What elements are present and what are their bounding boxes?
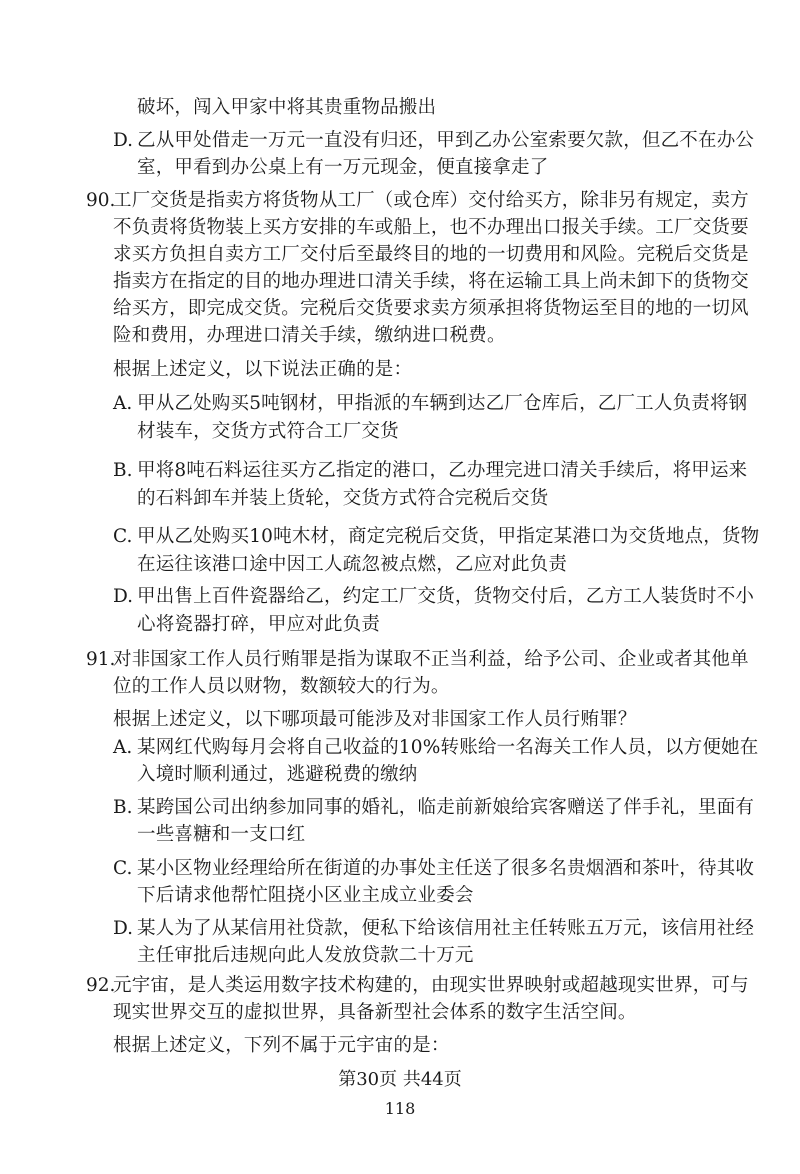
question-number: 91. <box>86 649 116 670</box>
question-stem-line: 元宇宙，是人类运用数字技术构建的，由现实世界映射或超越现实世界，可与 <box>113 975 749 996</box>
question-stem-line: 求买方负担自卖方工厂交付后至最终目的地的一切费用和风险。完税后交货是 <box>113 244 749 265</box>
option-line: 某跨国公司出纳参加同事的婚礼，临走前新娘给宾客赠送了伴手礼，里面有 <box>137 797 755 818</box>
option-line: 一些喜糖和一支口红 <box>137 824 306 845</box>
option-line: 某人为了从某信用社贷款，便私下给该信用社主任转账五万元，该信用社经 <box>137 918 755 939</box>
question-stem-line: 指卖方在指定的目的地办理进口清关手续，将在运输工具上尚未卸下的货物交 <box>113 271 749 292</box>
option-line: 主任审批后违规向此人发放贷款二十万元 <box>137 945 474 966</box>
prev-option-d-letter: D. <box>113 130 134 151</box>
option-letter: B. <box>113 797 133 818</box>
option-letter: C. <box>113 858 133 879</box>
question-prompt: 根据上述定义，下列不属于元宇宙的是： <box>113 1035 450 1056</box>
option-line: 某网红代购每月会将自己收益的10%转账给一名海关工作人员，以方便她在 <box>137 737 759 758</box>
option-line: 的石料卸车并装上货轮，交货方式符合完税后交货 <box>137 488 549 509</box>
question-stem-line: 对非国家工作人员行贿罪是指为谋取不正当利益，给予公司、企业或者其他单 <box>113 649 749 670</box>
question-stem-line: 险和费用，办理进口清关手续，缴纳进口税费。 <box>113 325 506 346</box>
option-line: 甲从乙处购买5吨钢材，甲指派的车辆到达乙厂仓库后，乙厂工人负责将钢 <box>137 393 748 414</box>
question-stem-line: 工厂交货是指卖方将货物从工厂（或仓库）交付给买方，除非另有规定，卖方 <box>113 190 749 211</box>
question-number: 90. <box>86 190 116 211</box>
prev-option-tail-line: 破坏，闯入甲家中将其贵重物品搬出 <box>137 97 437 118</box>
page-count-label: 第30页 共44页 <box>338 1069 462 1090</box>
question-stem-line: 不负责将货物装上买方安排的车或船上，也不办理出口报关手续。工厂交货要 <box>113 217 749 238</box>
question-prompt: 根据上述定义，以下哪项最可能涉及对非国家工作人员行贿罪？ <box>113 709 637 730</box>
prev-option-d-line1: 乙从甲处借走一万元一直没有归还，甲到乙办公室索要欠款，但乙不在办公 <box>137 130 755 151</box>
option-letter: B. <box>113 460 133 481</box>
option-line: 下后请求他帮忙阻挠小区业主成立业委会 <box>137 885 474 906</box>
question-stem-line: 给买方，即完成交货。完税后交货要求卖方须承担将货物运至目的地的一切风 <box>113 298 749 319</box>
option-letter: A. <box>113 737 133 758</box>
option-line: 在运往该港口途中因工人疏忽被点燃，乙应对此负责 <box>137 554 568 575</box>
option-letter: A. <box>113 393 133 414</box>
question-prompt: 根据上述定义，以下说法正确的是： <box>113 359 413 380</box>
question-number: 92. <box>86 975 116 996</box>
option-line: 入境时顺利通过，逃避税费的缴纳 <box>137 764 418 785</box>
option-line: 材装车，交货方式符合工厂交货 <box>137 421 399 442</box>
option-letter: C. <box>113 526 133 547</box>
option-line: 甲出售上百件瓷器给乙，约定工厂交货，货物交付后，乙方工人装货时不小 <box>137 586 755 607</box>
option-letter: D. <box>113 586 134 607</box>
option-line: 甲将8吨石料运往买方乙指定的港口，乙办理完进口清关手续后，将甲运来 <box>137 460 748 481</box>
option-letter: D. <box>113 918 134 939</box>
question-stem-line: 位的工作人员以财物，数额较大的行为。 <box>113 676 450 697</box>
page-number: 118 <box>384 1099 416 1118</box>
question-stem-line: 现实世界交互的虚拟世界，具备新型社会体系的数字生活空间。 <box>113 1002 637 1023</box>
option-line: 甲从乙处购买10吨木材，商定完税后交货，甲指定某港口为交货地点，货物 <box>137 526 760 547</box>
option-line: 心将瓷器打碎，甲应对此负责 <box>137 614 381 635</box>
prev-option-d-line2: 室，甲看到办公桌上有一万元现金，便直接拿走了 <box>137 157 549 178</box>
option-line: 某小区物业经理给所在街道的办事处主任送了很多名贵烟酒和茶叶，待其收 <box>137 858 755 879</box>
